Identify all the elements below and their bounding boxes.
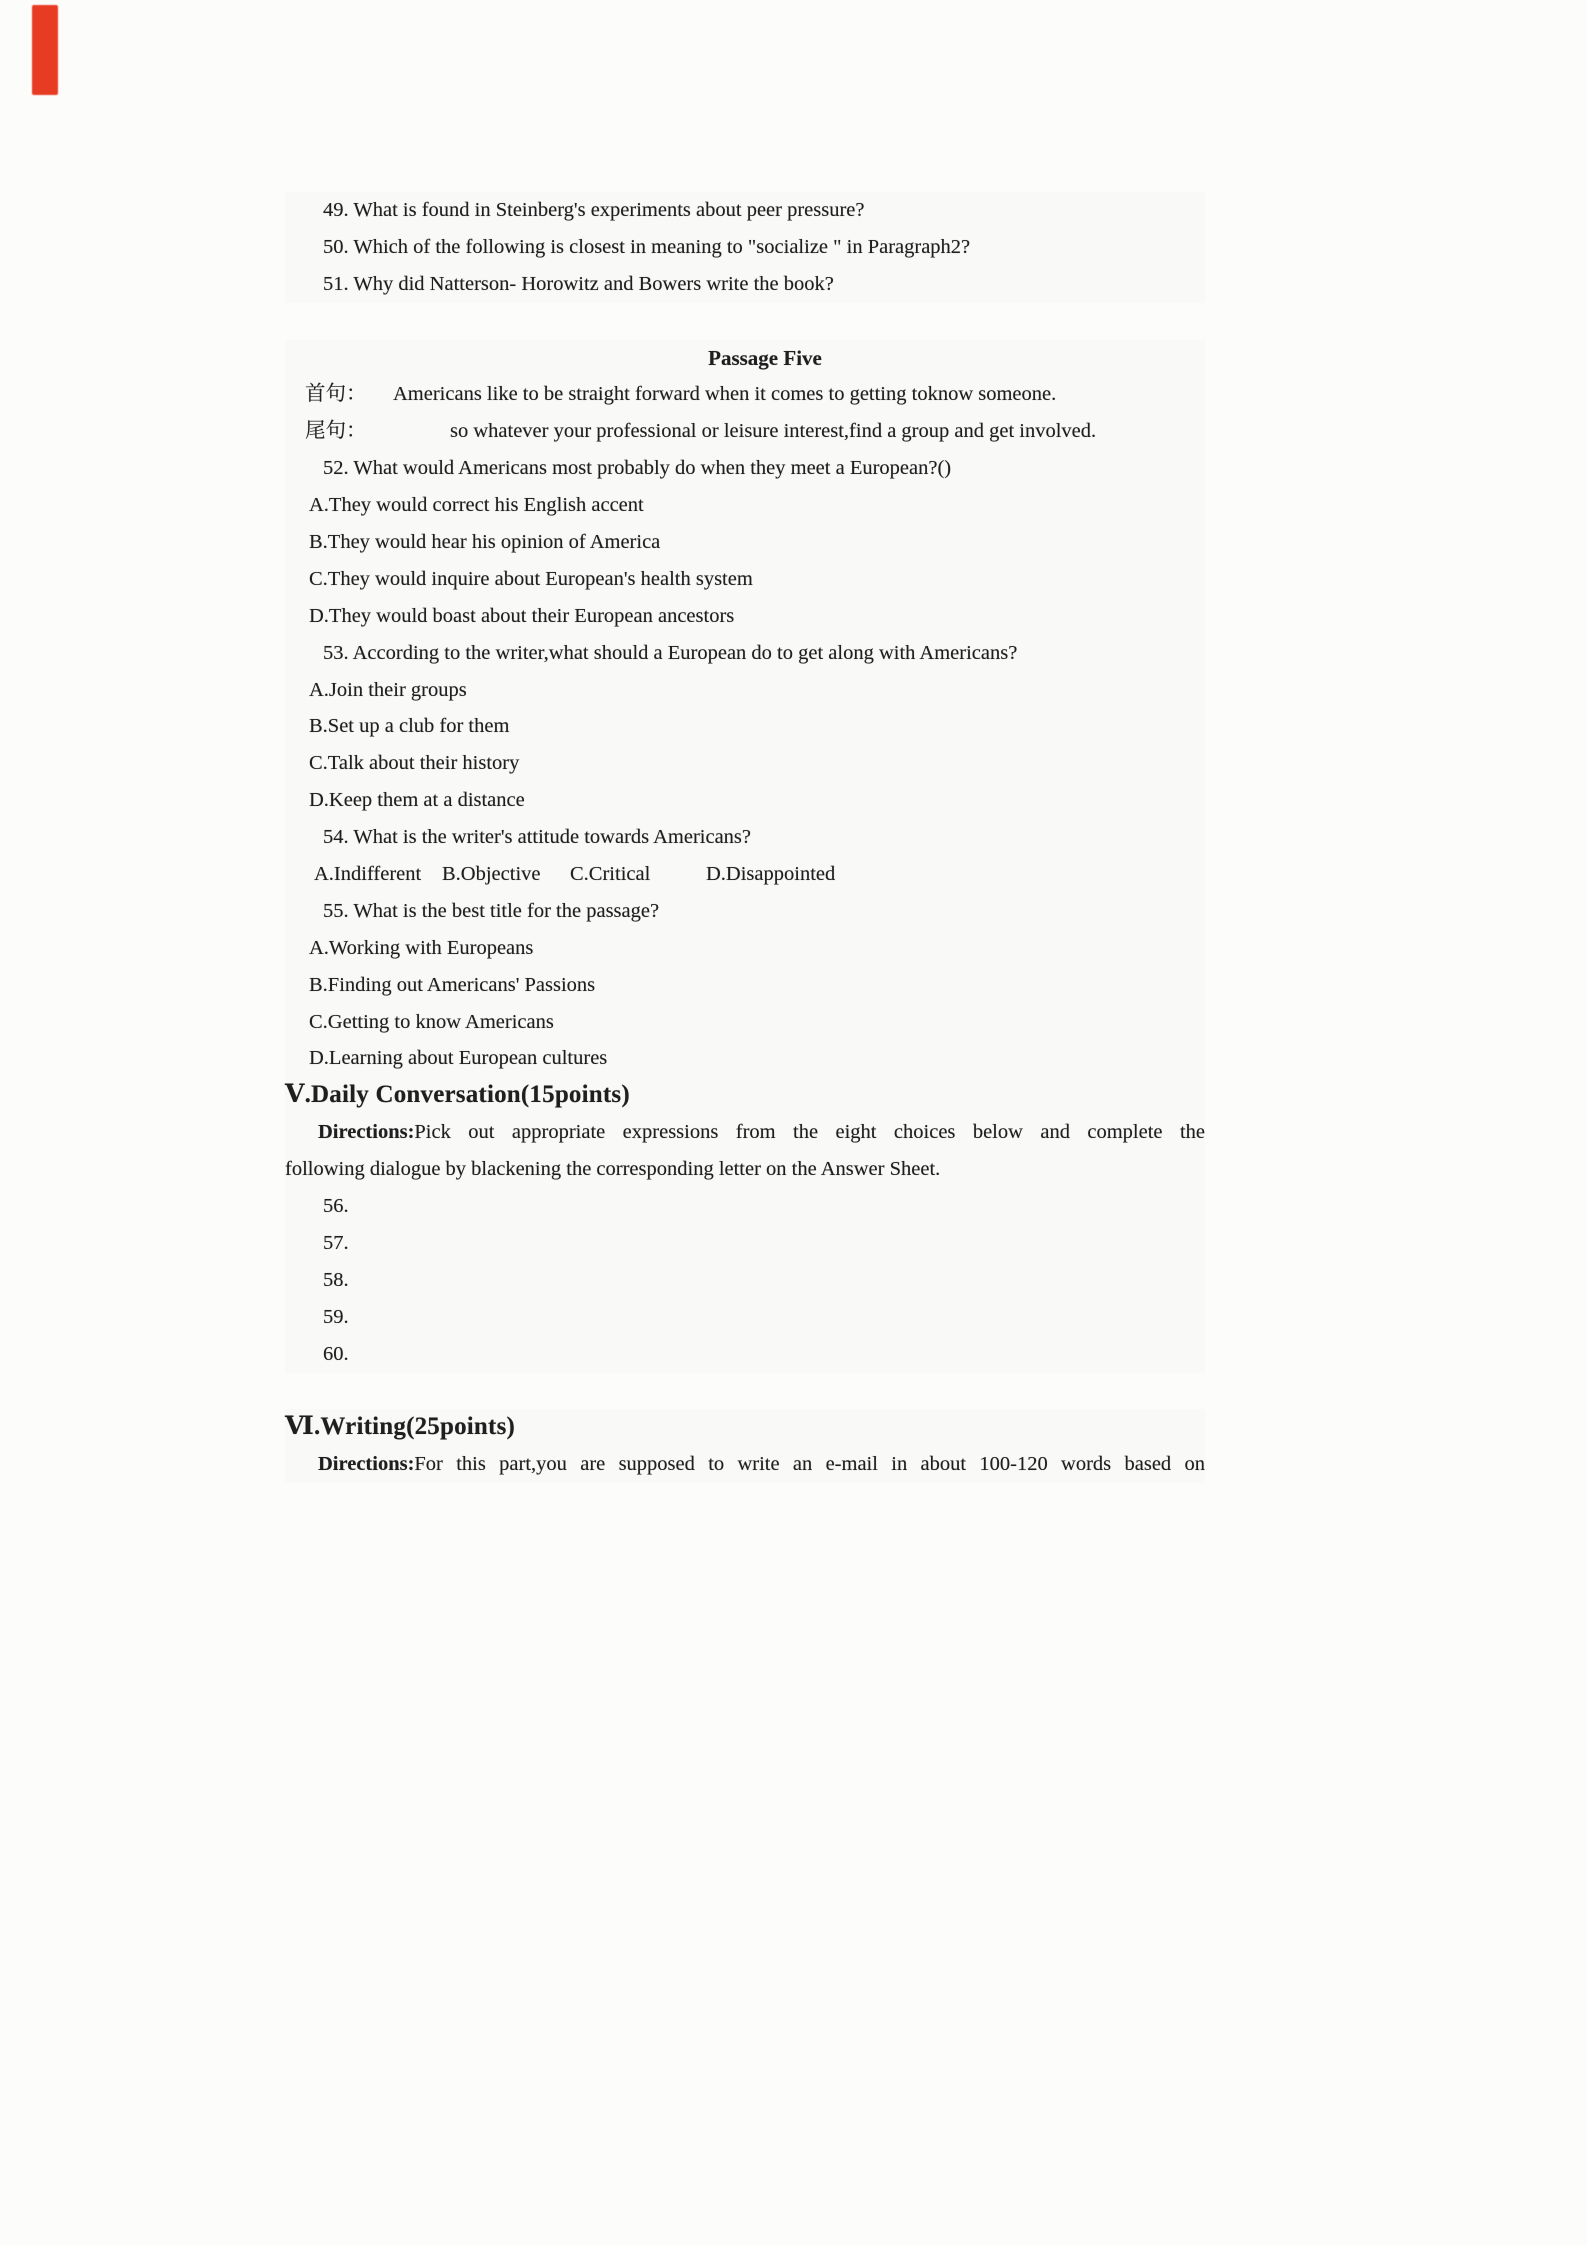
sentence-text: so whatever your professional or leisure interest,find a group and get involved. — [450, 420, 1097, 443]
blank-58: 58. — [323, 1268, 349, 1291]
option-cell: A.Indifferent — [314, 863, 422, 886]
option-52-b: B.They would hear his opinion of America — [309, 531, 661, 554]
question-52: 52. What would Americans most probably do when they meet a European?() — [323, 457, 952, 480]
option-55-c: C.Getting to know Americans — [309, 1010, 554, 1033]
option-55-b: B.Finding out Americans' Passions — [309, 973, 596, 996]
section-header-writing: Ⅵ.Writing(25points) — [285, 1413, 516, 1441]
section-header-daily-conversation: Ⅴ.Daily Conversation(15points) — [285, 1081, 630, 1109]
chinese-label: 尾句： — [305, 420, 367, 443]
option-55-a: A.Working with Europeans — [309, 936, 534, 959]
option-row-54 — [285, 856, 1205, 893]
option-52-c: C.They would inquire about European's health system — [309, 567, 753, 590]
first-sentence-line — [285, 376, 1205, 413]
daily-conversation-directions-line-1 — [285, 1114, 1205, 1151]
directions-label: Directions: — [318, 1121, 415, 1144]
blank-60: 60. — [323, 1342, 349, 1365]
question-51: 51. Why did Natterson- Horowitz and Bowers write the book? — [323, 272, 834, 295]
last-sentence-line — [285, 413, 1205, 450]
option-53-b: B.Set up a club for them — [309, 715, 510, 738]
writing-directions-line-1 — [285, 1446, 1205, 1483]
option-53-d: D.Keep them at a distance — [309, 789, 525, 812]
option-53-c: C.Talk about their history — [309, 752, 520, 775]
option-55-d: D.Learning about European cultures — [309, 1047, 608, 1070]
directions-text: Pick out appropriate expressions from the eight choices below and complete the — [414, 1121, 1205, 1144]
option-52-d: D.They would boast about their European ancestors — [309, 604, 735, 627]
option-cell: C.Critical — [570, 863, 651, 886]
chinese-label: 首句： — [305, 383, 367, 406]
blank-56: 56. — [323, 1195, 349, 1218]
directions-text: following dialogue by blackening the corresponding letter on the Answer Sheet. — [285, 1158, 941, 1181]
red-scan-artifact — [32, 5, 58, 95]
passage-five-title: Passage Five — [708, 345, 822, 370]
blank-57: 57. — [323, 1231, 349, 1254]
sentence-text: Americans like to be straight forward when it comes to getting toknow someone. — [393, 383, 1057, 406]
exam-text-block — [285, 192, 1205, 1483]
daily-conversation-directions-line-2 — [285, 1151, 1205, 1188]
question-49: 49. What is found in Steinberg's experiments about peer pressure? — [323, 199, 865, 221]
option-52-a: A.They would correct his English accent — [309, 494, 644, 517]
question-54: 54. What is the writer's attitude towards Americans? — [323, 826, 752, 849]
option-cell: B.Objective — [442, 863, 541, 886]
blank-59: 59. — [323, 1305, 349, 1328]
question-55: 55. What is the best title for the passage? — [323, 899, 660, 922]
question-50: 50. Which of the following is closest in meaning to "socialize " in Paragraph2? — [323, 235, 971, 258]
directions-text: For this part,you are supposed to write an e-mail in about 100-120 words based on — [414, 1453, 1205, 1476]
spacer — [285, 303, 1205, 340]
option-cell: D.Disappointed — [706, 863, 836, 886]
spacer — [285, 1373, 1205, 1410]
option-53-a: A.Join their groups — [309, 678, 467, 701]
directions-label: Directions: — [318, 1453, 415, 1476]
question-53: 53. According to the writer,what should a European do to get along with Americans? — [323, 641, 1018, 664]
